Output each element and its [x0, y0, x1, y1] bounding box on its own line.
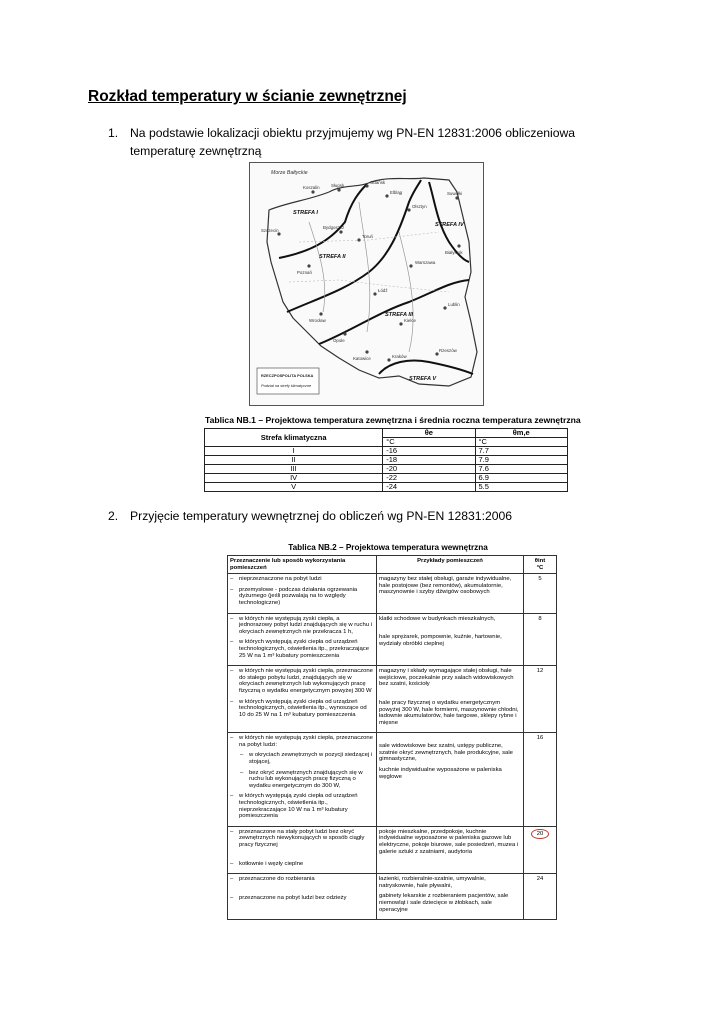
zone-label-iv: STREFA IV [435, 222, 464, 228]
step-1 [108, 124, 608, 164]
svg-text:Olsztyn: Olsztyn [412, 204, 427, 209]
svg-text:Toruń: Toruń [362, 234, 373, 239]
examples-cell [377, 874, 524, 920]
svg-text:Opole: Opole [333, 338, 345, 343]
header-examples: Przykłady pomieszczeń [377, 556, 524, 574]
example-entry: hale pracy fizycznej o wydatku energetycznym powyżej 300 W, hale formierni, maszynownie chłodni, ładownie akumulatorów, hale targowe, sklepy rybne i mięsne [379, 699, 519, 726]
svg-text:Łódź: Łódź [378, 288, 388, 293]
table-row [228, 826, 557, 873]
purpose-cell: – w których nie występują zyski ciepła, przeznaczone do stałego pobytu ludzi, znajdujących się w okryciach zewnętrznych lub wykonujących pracę fizyczną o wydatku energetycznym powyżej 300 W – w których występują zyski ciepła od urządzeń technologicznych, oświetlenia itp., wynoszące od 10 do 25 W na 1 m³ kubatury pomieszczenia [228, 666, 377, 733]
table2-caption: Tablica NB.2 – Projektowa temperatura wewnętrzna [288, 543, 488, 552]
purpose-entry: w których nie występują zyski ciepła, a jednorazowy pobyt ludzi znajdujących się w ruchu i okryciach zewnętrznych nie przekracza 1 h, [239, 615, 372, 635]
step-number: 1. [108, 126, 119, 140]
unit-te: °C [383, 438, 475, 447]
example-entry: pokoje mieszkalne, przedpokoje, kuchnie indywidualne wyposażone w paleniska gazowe lub elektryczne, pokoje biurowe, sale posiedzeń, muzea i galerie sztuki z szatniami, audytoria [379, 828, 519, 855]
climate-zone-map [249, 162, 484, 406]
zone-label-v: STREFA V [409, 376, 437, 382]
svg-text:Wrocław: Wrocław [309, 318, 326, 323]
table-header-row [228, 556, 557, 574]
table1-caption: Tablica NB.1 – Projektowa temperatura zewnętrzna i średnia roczna temperatura zewnętrzna [205, 415, 581, 425]
example-entry: łazienki, rozbieralnie-szatnie, umywalnie, natryskownie, hale pływalni, [379, 876, 486, 889]
example-entry: sale widowiskowe bez szatni, ustępy publiczne, szatnie okryć zewnętrznych, hale produkcyjne, sale gimnastyczne, [379, 743, 513, 763]
svg-text:Lublin: Lublin [448, 302, 460, 307]
zone-label-iii: STREFA III [385, 312, 414, 318]
zone-label-ii: STREFA II [319, 254, 346, 260]
svg-text:Koszalin: Koszalin [303, 185, 320, 190]
purpose-cell: – przeznaczone na stały pobyt ludzi bez okryć zewnętrznych niewykonujących w sposób ciągły pracy fizycznej – kotłownie i węzły cieplne [228, 826, 377, 873]
map-legend-subtitle: Podział na strefy klimatyczne [261, 383, 312, 388]
cell-zone: I [205, 447, 383, 456]
example-entry: magazyny i składy wymagające stałej obsługi, hale wejściowe, poczekalnie przy salach widowiskowych bez szatni, kościoły [379, 668, 514, 688]
table-row [228, 574, 557, 613]
purpose-cell: – nieprzeznaczone na pobyt ludzi – przemysłowe - podczas działania ogrzewania dyżurnego (jeśli pozwalają na to względy technologiczne) [228, 574, 377, 613]
table-climate-zones [204, 428, 568, 492]
cell-tm: 7.9 [475, 456, 568, 465]
example-entry: kuchnie indywidualne wyposażone w paleniska węglowe [379, 767, 502, 780]
example-entry: hale sprężarek, pompownie, kuźnie, hartownie, wydziały obróbki cieplnej [379, 634, 502, 647]
cell-tm: 7.6 [475, 465, 568, 474]
header-zone: Strefa klimatyczna [205, 429, 383, 447]
temp-cell: 24 [524, 874, 557, 920]
header-theta-m: θm,e [475, 429, 568, 438]
cell-tm: 7.7 [475, 447, 568, 456]
svg-text:Białystok: Białystok [445, 250, 463, 255]
purpose-entry: przeznaczone na stały pobyt ludzi bez okryć zewnętrznych niewykonujących w sposób ciągły pracy fizycznej [239, 828, 365, 848]
cell-tm: 6.9 [475, 474, 568, 483]
svg-text:Suwałki: Suwałki [447, 191, 463, 196]
temp-cell: 5 [524, 574, 557, 613]
examples-cell [377, 826, 524, 873]
step-number: 2. [108, 509, 119, 523]
temp-cell: 16 [524, 733, 557, 827]
zone-label-i: STREFA I [293, 210, 318, 216]
header-purpose: Przeznaczenie lub sposób wykorzystania pomieszczeń [228, 556, 377, 574]
example-entry: klatki schodowe w budynkach mieszkalnych, [379, 615, 496, 622]
purpose-entry: w których występują zyski ciepła od urządzeń technologicznych, oświetlenia itp., przekraczające 25 W na 1 m³ kubatury pomieszczenia [239, 639, 369, 659]
table-row [228, 874, 557, 920]
page-title: Rozkład temperatury w ścianie zewnętrznej [88, 88, 407, 105]
svg-text:Katowice: Katowice [353, 356, 371, 361]
example-entry: magazyny bez stałej obsługi, garaże indywidualne, hale postojowe (bez remontów), akumulatornie, maszynownie i szyby dźwigów osobowych [379, 576, 512, 596]
cell-te: -22 [383, 474, 475, 483]
svg-text:Rzeszów: Rzeszów [439, 348, 457, 353]
table-indoor-temperatures [227, 555, 557, 920]
table-row [205, 483, 568, 492]
header-theta-int-label: θint [534, 558, 546, 564]
svg-text:Gdańsk: Gdańsk [370, 180, 386, 185]
svg-text:Poznań: Poznań [297, 270, 312, 275]
purpose-entry: przeznaczone na pobyt ludzi bez odzieży [239, 894, 347, 901]
cell-te: -24 [383, 483, 475, 492]
examples-cell [377, 613, 524, 666]
temp-cell: 12 [524, 666, 557, 733]
purpose-sub-entry: bez okryć zewnętrznych znajdujących się w ruchu lub wykonujących pracę fizyczną o wydatku energetycznym do 300 W, [249, 769, 363, 789]
cell-zone: IV [205, 474, 383, 483]
examples-cell [377, 666, 524, 733]
purpose-cell: – w których nie występują zyski ciepła, a jednorazowy pobyt ludzi znajdujących się w ruchu i okryciach zewnętrznych nie przekracza 1 h, – w których występują zyski ciepła od urządzeń technologicznych, oświetlenia itp., przekraczające 25 W na 1 m³ kubatury pomieszczenia [228, 613, 377, 666]
temp-cell-highlighted [524, 826, 557, 873]
step-2 [108, 507, 608, 527]
purpose-entry: przeznaczone do rozbierania [239, 876, 315, 883]
purpose-entry: nieprzeznaczone na pobyt ludzi [239, 576, 322, 583]
header-theta-e: θe [383, 429, 475, 438]
cell-zone: V [205, 483, 383, 492]
cell-te: -16 [383, 447, 475, 456]
svg-text:Kraków: Kraków [392, 354, 407, 359]
examples-cell [377, 733, 524, 827]
cell-te: -20 [383, 465, 475, 474]
svg-text:Bydgoszcz: Bydgoszcz [323, 225, 345, 230]
cell-zone: II [205, 456, 383, 465]
purpose-sub-entry: w okryciach zewnętrznych w pozycji siedzącej i stojącej, [249, 752, 373, 766]
purpose-cell: – w których nie występują zyski ciepła, przeznaczone na pobyt ludzi: – w okryciach zewnętrznych w pozycji siedzącej i stojącej, – bez okryć zewnętrznych znajdujących się w ruchu lub wykonujących pracę fizyczną o wydatku energetycznym do 300 W, – w których występują zyski ciepła od urządzeń technologicznych, oświetlenia itp., nieprzekraczające 10 W na 1 m³ kubatury pomieszczenia [228, 733, 377, 827]
table-row [228, 666, 557, 733]
purpose-entry: w których występują zyski ciepła od urządzeń technologicznych, oświetlenia itp., nieprzekraczające 10 W na 1 m³ kubatury pomieszczenia [239, 793, 358, 820]
purpose-entry: w których nie występują zyski ciepła, przeznaczone na pobyt ludzi: [239, 735, 373, 748]
table-row [228, 733, 557, 827]
svg-text:Słupsk: Słupsk [331, 183, 345, 188]
temp-cell: 8 [524, 613, 557, 666]
table-row [228, 613, 557, 666]
highlight-circle: 20 [531, 829, 550, 840]
map-legend-title: RZECZPOSPOLITA POLSKA [261, 373, 314, 378]
purpose-entry: kotłownie i węzły cieplne [239, 860, 304, 867]
examples-cell [377, 574, 524, 613]
header-unit: °C [536, 564, 544, 571]
purpose-entry: przemysłowe - podczas działania ogrzewania dyżurnego (jeśli pozwalają na to względy technologiczne) [239, 586, 358, 606]
header-theta-int [524, 556, 557, 574]
map-sea-label: Morze Bałtyckie [271, 170, 308, 176]
purpose-entry: w których nie występują zyski ciepła, przeznaczone do stałego pobytu ludzi, znajdujących się w okryciach zewnętrznych lub wykonujących pracę fizyczną o wydatku energetycznym powyżej 300 W [239, 668, 373, 694]
step-text: Na podstawie lokalizacji obiektu przyjmujemy wg PN-EN 12831:2006 obliczeniowa temperaturę zewnętrzną [130, 126, 576, 158]
cell-tm: 5.5 [475, 483, 568, 492]
svg-text:Kielce: Kielce [404, 318, 416, 323]
example-entry: gabinety lekarskie z rozbieraniem pacjentów, sale niemowląt i sale dziecięce w żłobkach, sale operacyjne [379, 893, 509, 913]
svg-text:Warszawa: Warszawa [415, 260, 436, 265]
cell-te: -18 [383, 456, 475, 465]
cell-zone: III [205, 465, 383, 474]
purpose-cell: – przeznaczone do rozbierania – przeznaczone na pobyt ludzi bez odzieży [228, 874, 377, 920]
unit-tm: °C [475, 438, 568, 447]
purpose-entry: w których występują zyski ciepła od urządzeń technologicznych, oświetlenia itp., wynoszące od 10 do 25 W na 1 m³ kubatury pomieszczenia [239, 698, 367, 718]
svg-text:Szczecin: Szczecin [261, 228, 279, 233]
step-text: Przyjęcie temperatury wewnętrznej do obliczeń wg PN-EN 12831:2006 [130, 509, 513, 523]
svg-text:Elbląg: Elbląg [390, 190, 403, 195]
